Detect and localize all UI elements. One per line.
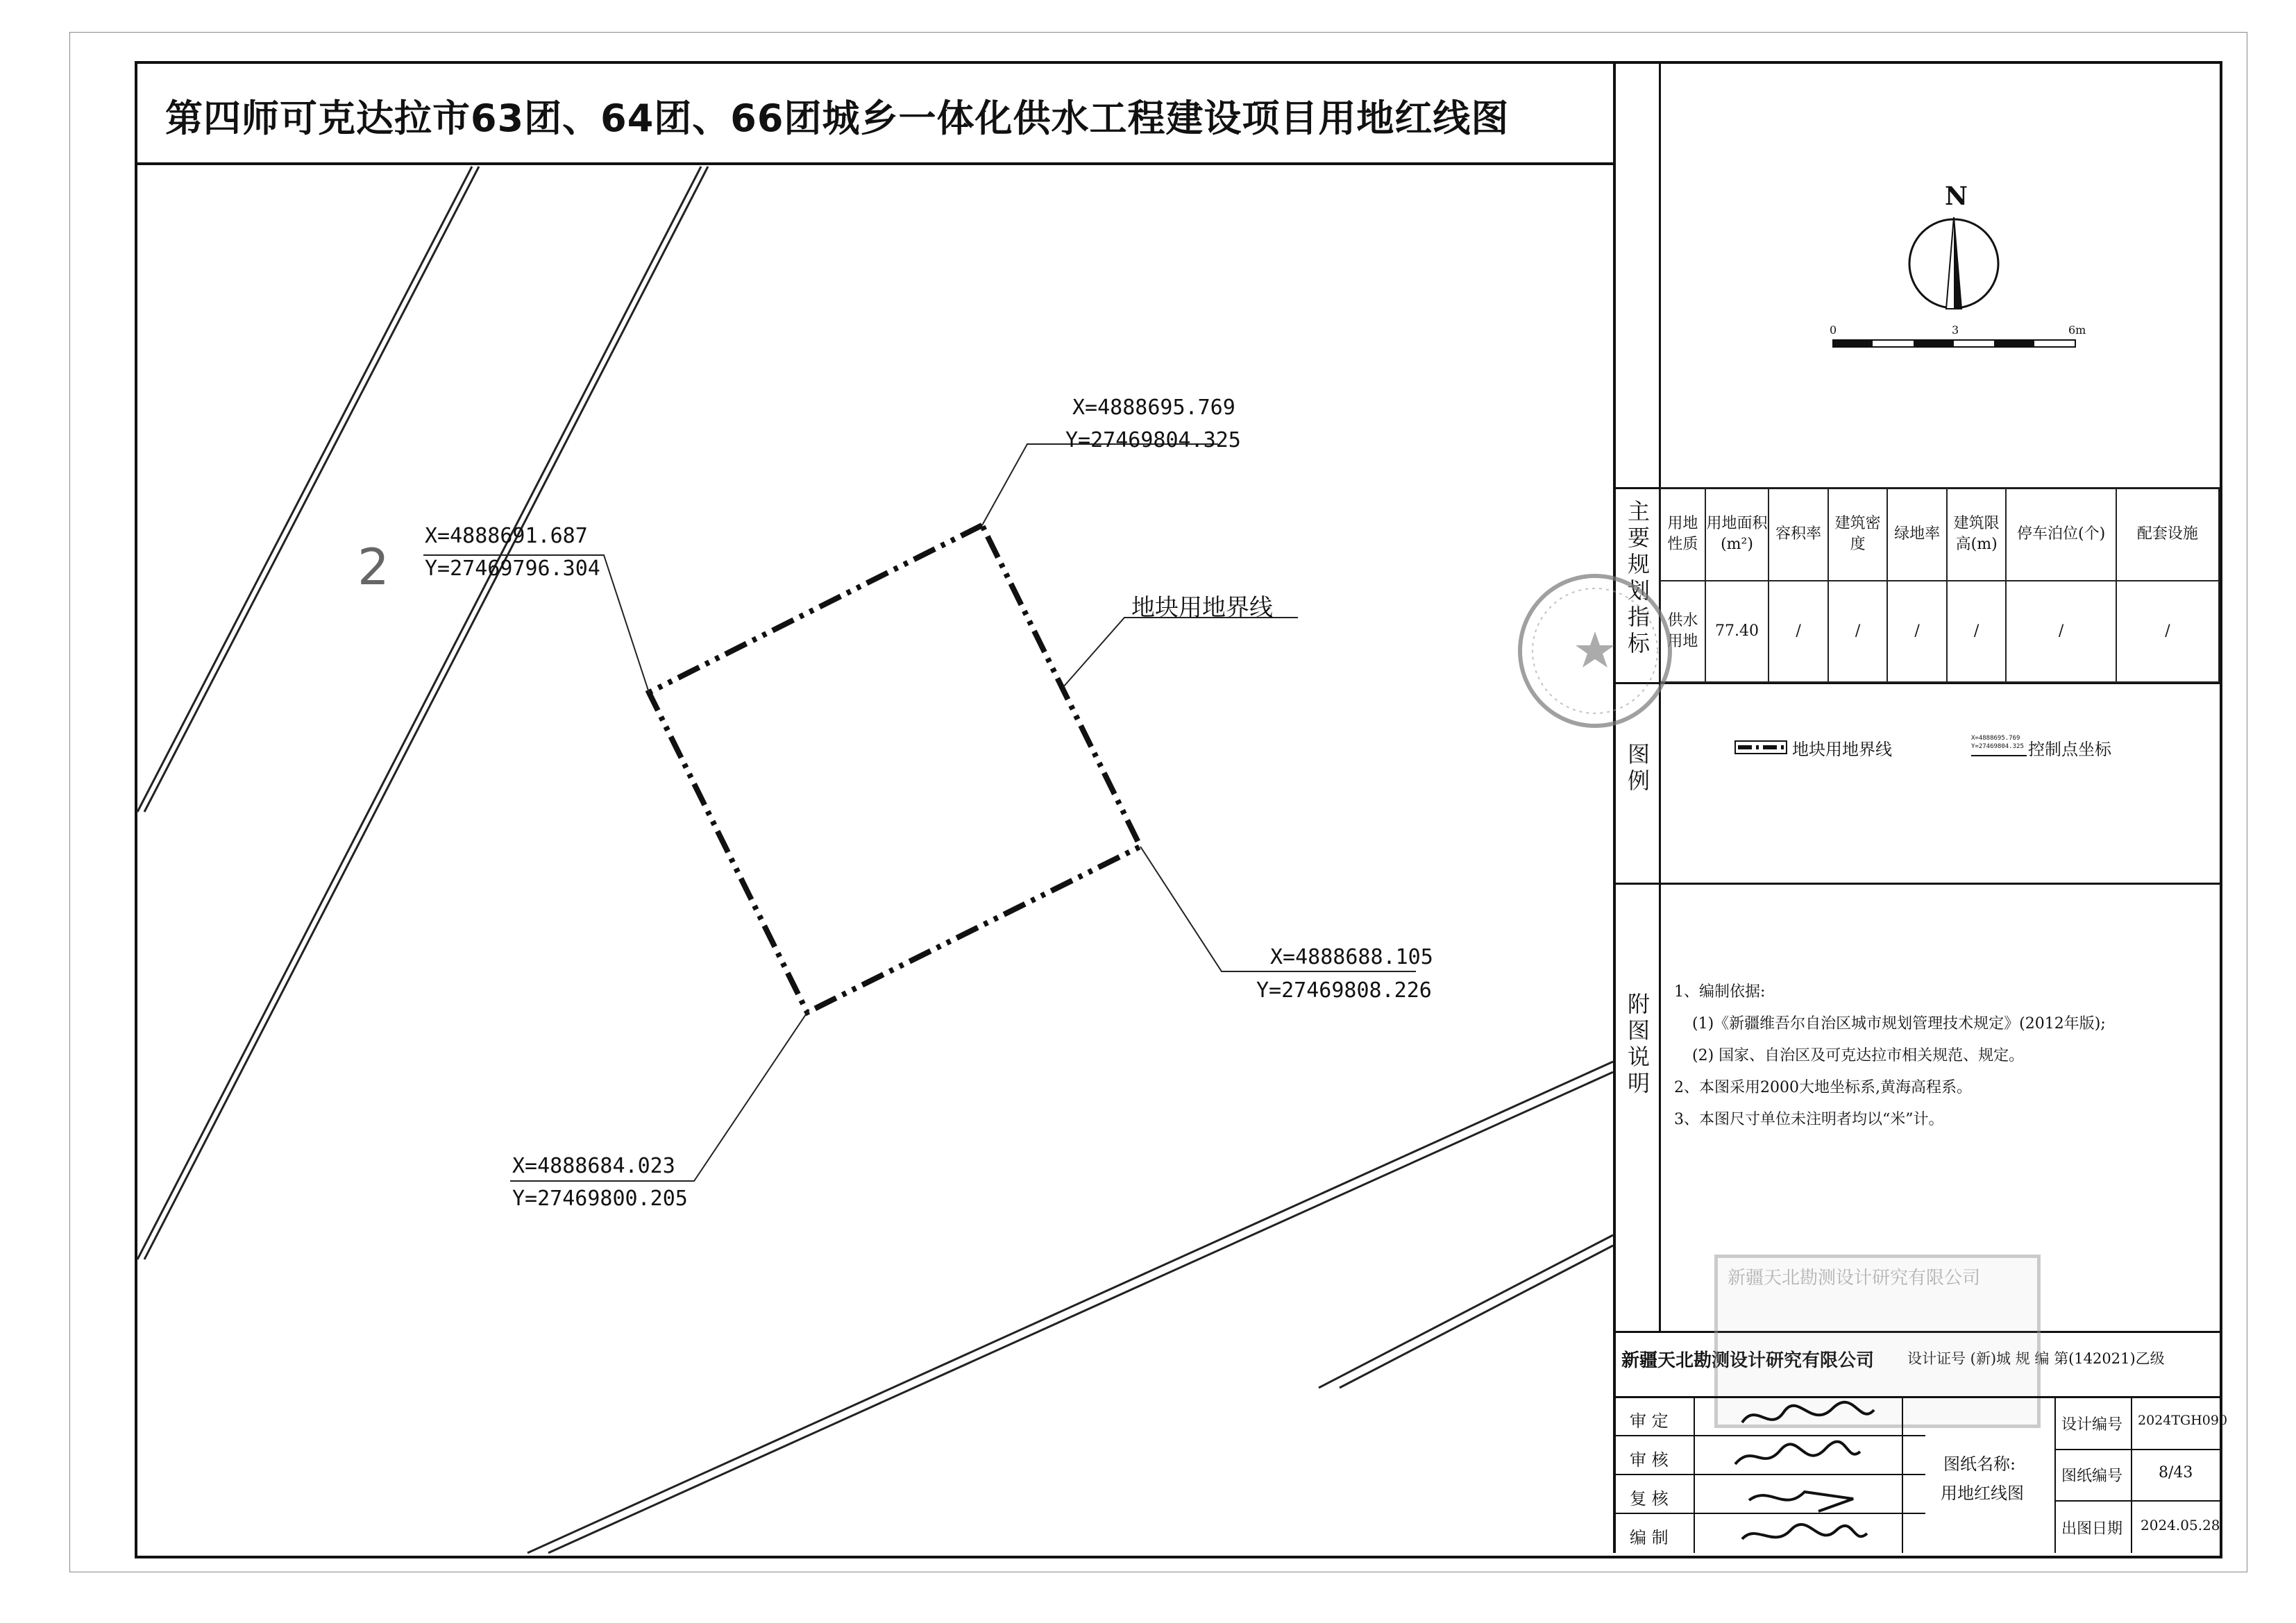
road-line-5: [527, 1062, 1613, 1553]
indicators-table: [1660, 487, 2220, 683]
ind-v-4: /: [1887, 581, 1947, 682]
legend-control-point-label: 控制点坐标: [2028, 740, 2111, 759]
signature-review: [1735, 1442, 1860, 1464]
footer-cert: 设计证号 (新)城 规 编 第(142021)乙级: [1907, 1350, 2165, 1367]
road-line-7: [1319, 1235, 1613, 1388]
scale-0: 0: [1830, 323, 1837, 337]
ind-h-4: 绿地率: [1887, 488, 1947, 581]
legend-bottom-rule: [1613, 883, 2220, 885]
legend-section-label: 图例: [1624, 742, 1651, 795]
legend-boundary-label: 地块用地界线: [1792, 740, 1892, 759]
signatures: [1714, 1395, 1895, 1554]
design-no-label: 设计编号: [2061, 1416, 2123, 1434]
scale-mid: 3: [1952, 323, 1959, 337]
scale-end: 6m: [2068, 323, 2086, 337]
road-line-8: [1340, 1246, 1613, 1388]
role-review: 审 核: [1630, 1450, 1669, 1470]
north-arrow-icon: [1902, 212, 2006, 316]
scale-bar: [1832, 339, 2082, 352]
footer-col-3: [2054, 1396, 2056, 1553]
note-line-2: (2) 国家、自治区及可克达拉市相关规范、规定。: [1692, 1047, 2025, 1064]
date-value: 2024.05.28: [2141, 1517, 2220, 1533]
ind-v-1: 77.40: [1705, 581, 1769, 682]
legend-control-point-icon: [1971, 734, 2027, 756]
ind-v-5: /: [1947, 581, 2007, 682]
ind-v-3: /: [1828, 581, 1888, 682]
parcel-boundary: [649, 525, 1140, 1012]
role-check: 复 核: [1630, 1489, 1669, 1509]
ind-h-7: 配套设施: [2116, 488, 2219, 581]
ind-h-0: 用地性质: [1660, 488, 1705, 581]
legend-control-sample-y: Y=27469804.325: [1971, 743, 2024, 750]
notes-section-label: 附图说明: [1624, 992, 1651, 1098]
coord-p2-y: Y=27469796.304: [425, 556, 600, 581]
leader-p1: [982, 444, 1218, 525]
road-line-1: [137, 167, 472, 812]
drawing-name: 用地红线图: [1941, 1484, 2024, 1503]
footer-col-4: [2131, 1396, 2132, 1553]
ind-v-0: 供水用地: [1660, 581, 1705, 682]
note-line-0: 1、编制依据:: [1674, 983, 1766, 1001]
signature-check: [1749, 1492, 1853, 1511]
note-line-4: 3、本图尺寸单位未注明者均以“米”计。: [1674, 1111, 1944, 1128]
round-seal-stamp: [1512, 568, 1678, 734]
indicators-section-label: 主要规划指标: [1624, 500, 1651, 658]
signature-approve: [1742, 1402, 1874, 1422]
ind-v-6: /: [2006, 581, 2116, 682]
footer-col-1: [1694, 1396, 1695, 1553]
footer-right-row-2: [2054, 1449, 2220, 1450]
drawing-name-label: 图纸名称:: [1943, 1454, 2016, 1474]
coord-p3-y: Y=27469808.226: [1256, 978, 1432, 1003]
design-no: 2024TGH090: [2138, 1413, 2228, 1428]
role-compile: 编 制: [1630, 1528, 1669, 1547]
signature-compile: [1742, 1524, 1867, 1539]
leader-boundary: [1063, 618, 1298, 687]
role-approve: 审 定: [1630, 1411, 1669, 1431]
boundary-label: 地块用地界线: [1131, 594, 1273, 622]
coord-p4-x: X=4888684.023: [512, 1154, 675, 1178]
ind-h-2: 容积率: [1769, 488, 1828, 581]
road-line-6: [548, 1072, 1613, 1553]
north-label: N: [1945, 182, 1968, 211]
road-lines: [137, 167, 1613, 1553]
road-line-3: [137, 167, 701, 1259]
footer-company: 新疆天北勘测设计研究有限公司: [1621, 1350, 1875, 1371]
road-line-4: [144, 167, 708, 1259]
footer-grid-top: [1613, 1396, 2220, 1398]
footer-right-row-3: [2054, 1500, 2220, 1502]
rect-stamp-text: 新疆天北勘测设计研究有限公司: [1728, 1268, 1981, 1289]
legend-control-sample-x: X=4888695.769: [1971, 735, 2020, 742]
sheet-no-label: 图纸编号: [2061, 1468, 2123, 1485]
coord-p3-x: X=4888688.105: [1270, 945, 1433, 969]
date-label: 出图日期: [2061, 1520, 2123, 1538]
coord-p1-x: X=4888695.769: [1072, 396, 1235, 420]
ind-h-1: 用地面积(m²): [1705, 488, 1769, 581]
coord-p2-x: X=4888691.687: [425, 524, 588, 548]
coord-p4-y: Y=27469800.205: [512, 1187, 688, 1211]
footer-col-2: [1902, 1396, 1903, 1553]
page-title: 第四师可克达拉市63团、64团、66团城乡一体化供水工程建设项目用地红线图: [165, 96, 1510, 140]
sheet-no: 8/43: [2159, 1464, 2193, 1481]
note-line-3: 2、本图采用2000大地坐标系,黄海高程系。: [1674, 1079, 1972, 1096]
road-line-2: [144, 167, 479, 812]
plot-number-label: 2: [357, 538, 389, 596]
ind-h-5: 建筑限高(m): [1947, 488, 2007, 581]
ind-v-2: /: [1769, 581, 1828, 682]
coord-p1-y: Y=27469804.325: [1065, 428, 1241, 452]
note-line-1: (1)《新疆维吾尔自治区城市规划管理技术规定》(2012年版);: [1692, 1015, 2106, 1033]
ind-v-7: /: [2116, 581, 2219, 682]
ind-h-3: 建筑密度: [1828, 488, 1888, 581]
legend-boundary-icon: [1734, 737, 1789, 758]
ind-h-6: 停车泊位(个): [2006, 488, 2116, 581]
